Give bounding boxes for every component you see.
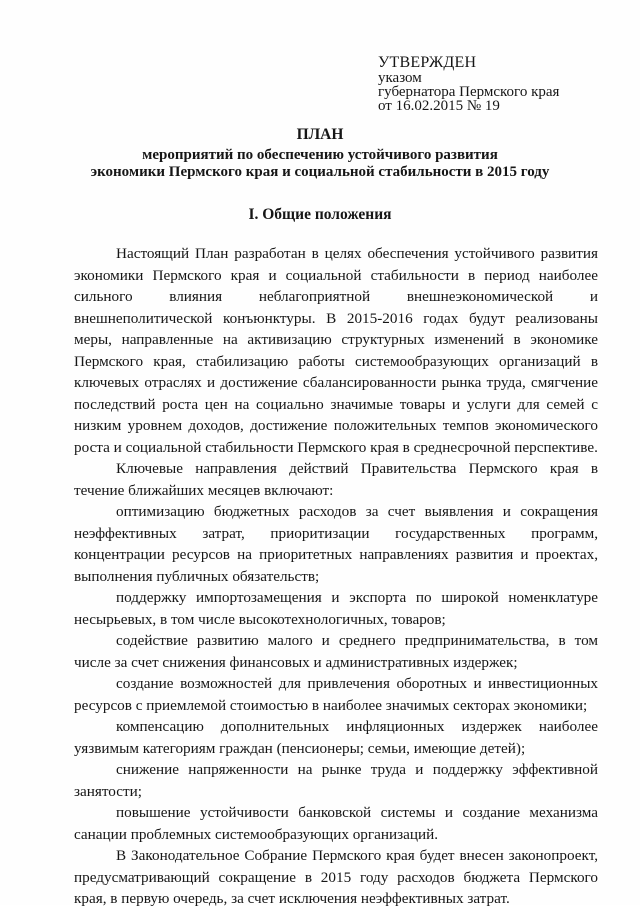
list-item-small-business: содействие развитию малого и среднего предпринимательства, в том числе за счет снижения финансовых и административных издержек; — [74, 632, 598, 671]
list-item-budget-optimization: оптимизацию бюджетных расходов за счет выявления и сокращения неэффективных затрат, приоритизации государственных программ, концентрации ресурсов на приоритетных направлениях развития и проектах, выполнения публичных обязательств; — [74, 503, 598, 585]
body-text — [74, 243, 598, 910]
section-heading: I. Общие положения — [248, 206, 392, 223]
list-item-investment-resources: создание возможностей для привлечения оборотных и инвестиционных ресурсов с приемлемой стоимостью в наиболее значимых секторах экономики; — [74, 675, 598, 714]
list-item-banking-stability: повышение устойчивости банковской системы и создание механизма санации проблемных системообразующих организаций. — [74, 804, 598, 843]
approval-line-date: от 16.02.2015 № 19 — [378, 98, 500, 114]
paragraph-legislative-bill: В Законодательное Собрание Пермского края будет внесен законопроект, предусматривающий сокращение в 2015 году расходов бюджета Пермского края, в первую очередь, за счет исключения неэффективных затрат. — [74, 847, 598, 907]
list-item-labor-market: снижение напряженности на рынке труда и поддержку эффективной занятости; — [74, 761, 598, 800]
list-item-import-substitution: поддержку импортозамещения и экспорта по широкой номенклатуре несырьевых, в том числе высокотехнологичных, товаров; — [74, 589, 598, 628]
document-subtitle — [0, 147, 640, 181]
approval-title: УТВЕРЖДЕН — [378, 54, 477, 71]
approval-block — [378, 54, 559, 113]
approval-line-governor: губернатора Пермского края — [378, 84, 560, 100]
list-item-inflation-compensation: компенсацию дополнительных инфляционных издержек наиболее уязвимым категориям граждан (пенсионеры; семьи, имеющие детей); — [74, 718, 598, 757]
subtitle-line-1: мероприятий по обеспечению устойчивого развития — [142, 147, 498, 163]
document-title: ПЛАН — [296, 126, 344, 143]
subtitle-line-2: экономики Пермского края и социальной стабильности в 2015 году — [90, 164, 550, 180]
paragraph-intro: Настоящий План разработан в целях обеспечения устойчивого развития экономики Пермского края и социальной стабильности в период наиболее сильного влияния неблагоприятной внешнеэкономической и внешнеполитической конъюнктуры. В 2015-2016 годах будут реализованы меры, направленные на активизацию структурных изменений в экономике Пермского края, стабилизацию работы системообразующих организаций в ключевых отраслях и достижение сбалансированности рынка труда, смягчение последствий роста цен на социально значимые товары и услуги для семей с низким уровнем доходов, достижение положительных темпов экономического роста и социальной стабильности Пермского края в среднесрочной перспективе. — [74, 245, 598, 456]
approval-line-decree: указом — [378, 70, 422, 86]
paragraph-key-directions: Ключевые направления действий Правительства Пермского края в течение ближайших месяцев включают: — [74, 460, 598, 499]
